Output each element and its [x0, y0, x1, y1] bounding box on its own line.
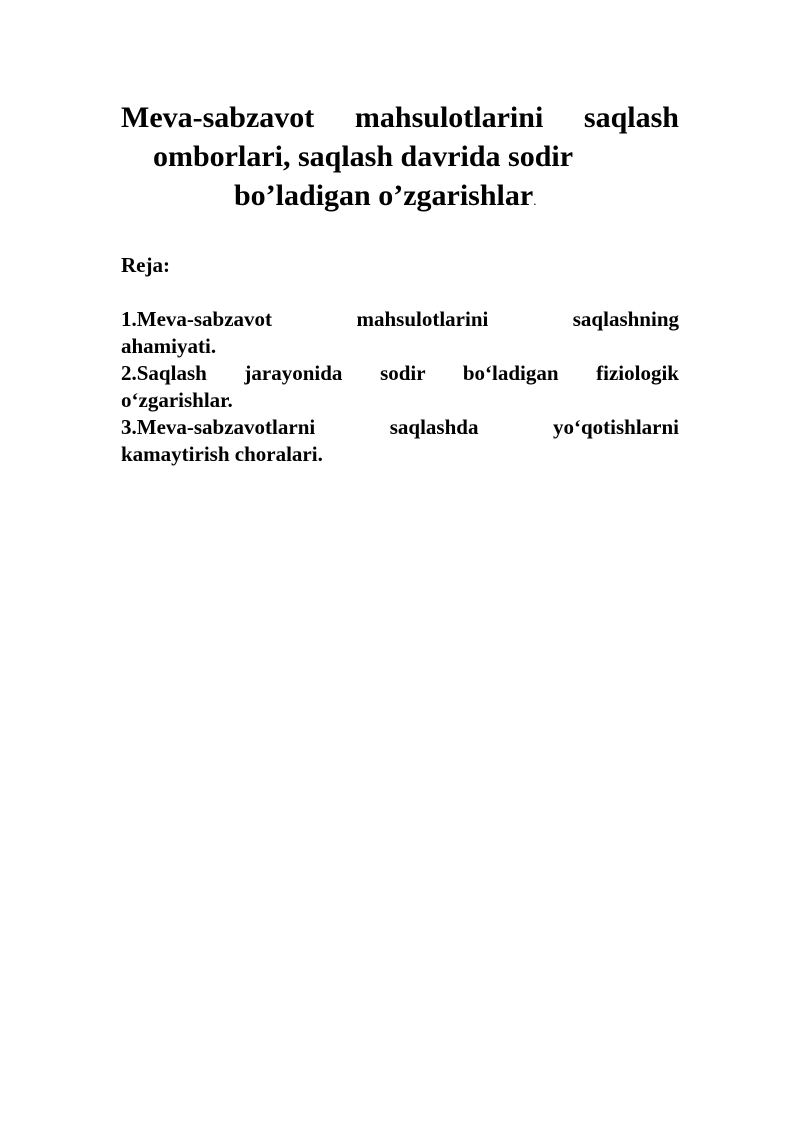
plan-item-2-line-1: 2.Saqlash jarayonida sodir bo‘ladigan fiziologik	[121, 361, 679, 385]
plan-heading: Reja:	[121, 253, 170, 277]
document-content	[121, 98, 679, 468]
title-line-3-text: bo’ladigan o’zgarishlar	[234, 179, 534, 212]
plan-item-1	[121, 306, 679, 360]
plan-item-2-line-2: o‘zgarishlar.	[121, 388, 233, 412]
title-trailing-dot: .	[533, 193, 537, 208]
plan-item-2	[121, 360, 679, 414]
plan-item-3	[121, 414, 679, 468]
title-line-1: Meva-sabzavot mahsulotlarini saqlash	[121, 101, 679, 134]
plan-item-1-line-1: 1.Meva-sabzavot mahsulotlarini saqlashning	[121, 307, 679, 331]
plan-item-3-line-1: 3.Meva-sabzavotlarni saqlashda yo‘qotishlarni	[121, 415, 679, 439]
title-line-3	[121, 176, 679, 220]
title-line-2: omborlari, saqlash davrida sodir	[153, 140, 574, 173]
document-title	[121, 98, 679, 220]
plan-item-3-line-2: kamaytirish choralari.	[121, 442, 323, 466]
plan-list	[121, 306, 679, 468]
plan-item-1-line-2: ahamiyati.	[121, 334, 217, 358]
